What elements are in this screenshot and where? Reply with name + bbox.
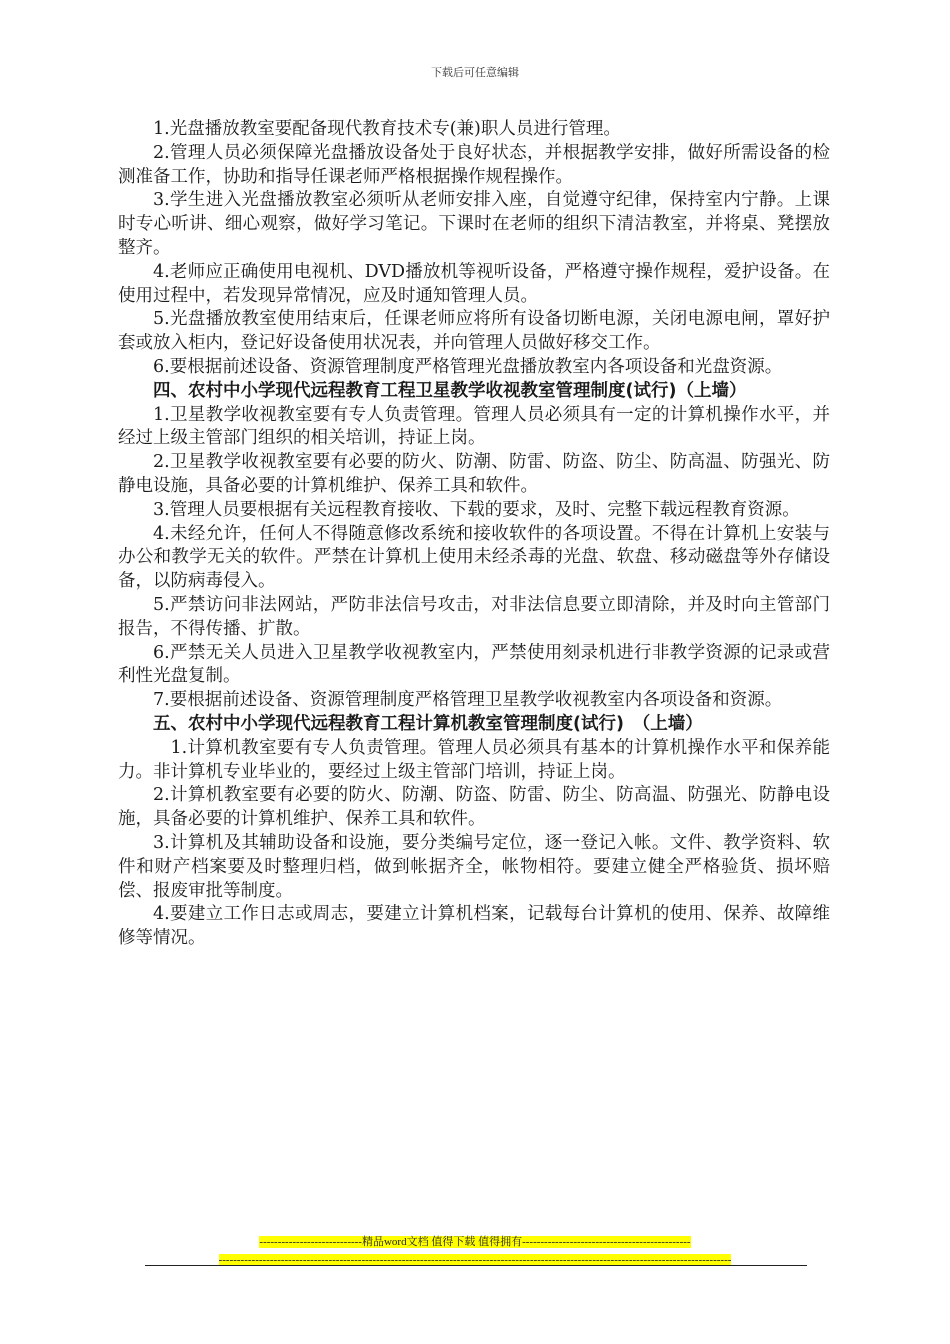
document-body [118, 118, 830, 951]
paragraph-6: 6.要根据前述设备、资源管理制度严格管理光盘播放教室内各项设备和光盘资源。 [153, 356, 783, 377]
footer-banner [0, 1230, 950, 1249]
paragraph-4-4: 4.未经允许，任何人不得随意修改系统和接收软件的各项设置。不得在计算机上安装与办公和教学无关的软件。严禁在计算机上使用未经杀毒的光盘、软盘、移动磁盘等外存储设备，以防病毒侵入。 [118, 523, 830, 592]
paragraph-4-5: 5.严禁访问非法网站，严防非法信号攻击，对非法信息要立即清除，并及时向主管部门报告，不得传播、扩散。 [118, 594, 830, 639]
paragraph-5-1: 1.计算机教室要有专人负责管理。管理人员必须具有基本的计算机操作水平和保养能力。非计算机专业毕业的，要经过上级主管部门培训，持证上岗。 [118, 737, 830, 782]
paragraph-1: 1.光盘播放教室要配备现代教育技术专(兼)职人员进行管理。 [153, 119, 621, 139]
footer-banner-text: ----------------------------精品word文档 值得下载 值得拥有---------------------------------------------- [259, 1236, 691, 1248]
footer-rule [145, 1265, 807, 1266]
paragraph-5-4: 4.要建立工作日志或周志，要建立计算机档案，记载每台计算机的使用、保养、故障维修等情况。 [118, 904, 830, 949]
paragraph-5: 5.光盘播放教室使用结束后，任课老师应将所有设备切断电源，关闭电源电闸，罩好护套或放入柜内，登记好设备使用状况表，并向管理人员做好移交工作。 [118, 309, 830, 354]
paragraph-5-3: 3.计算机及其辅助设备和设施，要分类编号定位，逐一登记入帐。文件、教学资料、软件和财产档案要及时整理归档，做到帐据齐全，帐物相符。要建立健全严格验货、损坏赔偿、报废审批等制度。 [118, 832, 830, 901]
section-heading-5: 五、农村中小学现代远程教育工程计算机教室管理制度(试行) （上墙） [153, 713, 703, 734]
paragraph-4-1: 1.卫星教学收视教室要有专人负责管理。管理人员必须具有一定的计算机操作水平，并经过上级主管部门组织的相关培训，持证上岗。 [118, 404, 830, 449]
page-header: 下载后可任意编辑 [431, 66, 519, 79]
paragraph-2: 2.管理人员必须保障光盘播放设备处于良好状态，并根据教学安排，做好所需设备的检测准备工作，协助和指导任课老师严格根据操作规程操作。 [118, 142, 830, 187]
footer-dashes-text: -------------------------------------------------------------------------------------------------------------------------------------------- [218, 1254, 732, 1266]
paragraph-3: 3.学生进入光盘播放教室必须听从老师安排入座，自觉遵守纪律，保持室内宁静。上课时专心听讲、细心观察，做好学习笔记。下课时在老师的组织下清洁教室，并将桌、凳摆放整齐。 [118, 190, 830, 258]
paragraph-5-2: 2.计算机教室要有必要的防火、防潮、防盗、防雷、防尘、防高温、防强光、防静电设施，具备必要的计算机维护、保养工具和软件。 [118, 785, 830, 830]
paragraph-4: 4.老师应正确使用电视机、DVD播放机等视听设备，严格遵守操作规程，爱护设备。在使用过程中，若发现异常情况，应及时通知管理人员。 [118, 261, 830, 306]
section-heading-4: 四、农村中小学现代远程教育工程卫星教学收视教室管理制度(试行)（上墙） [153, 380, 747, 401]
paragraph-4-3: 3.管理人员要根据有关远程教育接收、下载的要求，及时、完整下载远程教育资源。 [153, 499, 800, 520]
paragraph-4-2: 2.卫星教学收视教室要有必要的防火、防潮、防雷、防盗、防尘、防高温、防强光、防静电设施，具备必要的计算机维护、保养工具和软件。 [118, 452, 830, 496]
paragraph-4-6: 6.严禁无关人员进入卫星教学收视教室内，严禁使用刻录机进行非教学资源的记录或营利性光盘复制。 [118, 642, 830, 687]
paragraph-4-7: 7.要根据前述设备、资源管理制度严格管理卫星教学收视教室内各项设备和资源。 [153, 690, 783, 711]
